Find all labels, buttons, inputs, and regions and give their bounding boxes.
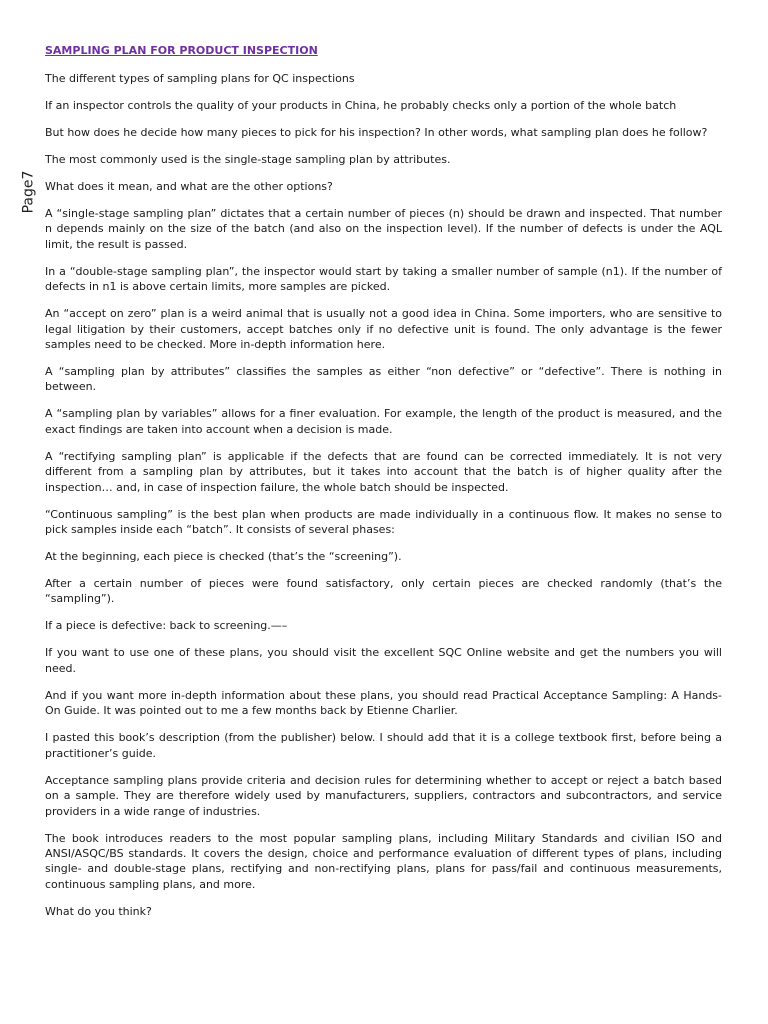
paragraph-6: A “single-stage sampling plan” dictates that a certain number of pieces (n) should be drawn and inspected. That number n depends mainly on the size of the batch (and also on the inspection level). If the number of defects is under the AQL limit, the result is passed. [45,207,722,251]
paragraph-20: The book introduces readers to the most popular sampling plans, including Military Standards and civilian ISO and ANSI/ASQC/BS standards. It covers the design, choice and performance evaluation of different types of plans, including single- and double-stage plans, rectifying and non-rectifying plans, plans for pass/fail and continuous measurements, continuous sampling plans, and more. [45,831,722,891]
paragraph-18: I pasted this book’s description (from the publisher) below. I should add that it is a college textbook first, before being a practitioner’s guide. [45,731,722,760]
paragraph-4: The most commonly used is the single-stage sampling plan by attributes. [45,153,451,166]
paragraph-13: At the beginning, each piece is checked (that’s the “screening”). [45,550,402,564]
page-number [16,168,40,216]
paragraph-10: A “sampling plan by variables” allows for a finer evaluation. For example, the length of the product is measured, and the exact findings are taken into account when a decision is made. [45,407,722,436]
paragraph-9: A “sampling plan by attributes” classifies the samples as either “non defective” or “defective”. There is nothing in between. [45,365,722,394]
paragraph-14: After a certain number of pieces were found satisfactory, only certain pieces are checked randomly (that’s the “sampling”). [45,577,722,606]
paragraph-17: And if you want more in-depth information about these plans, you should read Practical Acceptance Sampling: A Hands-On Guide. It was pointed out to me a few months back by Etienne Charlier. [45,688,722,718]
paragraph-12: “Continuous sampling” is the best plan when products are made individually in a continuous flow. It makes no sense to pick samples inside each “batch”. It consists of several phases: [45,507,722,537]
paragraph-15: If a piece is defective: back to screening.—– [45,619,288,633]
paragraph-5: What does it mean, and what are the other options? [45,180,333,193]
paragraph-7: In a “double-stage sampling plan”, the inspector would start by taking a smaller number of sample (n1). If the number of defects in n1 is above certain limits, more samples are picked. [45,264,722,294]
paragraph-11: A “rectifying sampling plan” is applicable if the defects that are found can be corrected immediately. It is not very different from a sampling plan by attributes, but it takes into account that the batch is of higher quality after the inspection… and, in case of inspection failure, the whole batch should be inspected. [45,449,722,494]
paragraph-16: If you want to use one of these plans, you should visit the excellent SQC Online website and get the numbers you will need. [45,646,722,675]
document-body [45,44,722,931]
paragraph-21: What do you think? [45,904,152,918]
paragraph-19: Acceptance sampling plans provide criteria and decision rules for determining whether to accept or reject a batch based on a sample. They are therefore widely used by manufacturers, suppliers, contractors and subcontractors, and service providers in a wide range of industries. [45,773,722,818]
page-number-label: Page7 [20,170,36,214]
paragraph-2: If an inspector controls the quality of your products in China, he probably checks only a portion of the whole batch [45,99,677,112]
paragraph-list [45,71,722,919]
document-title: SAMPLING PLAN FOR PRODUCT INSPECTION [45,44,318,57]
paragraph-8: An “accept on zero” plan is a weird animal that is usually not a good idea in China. Some importers, who are sensitive to legal litigation by their customers, accept batches only if no defective unit is found. The only advantage is the fewer samples need to be checked. More in-depth information here. [45,307,722,352]
paragraph-1: The different types of sampling plans for QC inspections [45,72,355,85]
paragraph-3: But how does he decide how many pieces to pick for his inspection? In other words, what sampling plan does he follow? [45,126,708,139]
